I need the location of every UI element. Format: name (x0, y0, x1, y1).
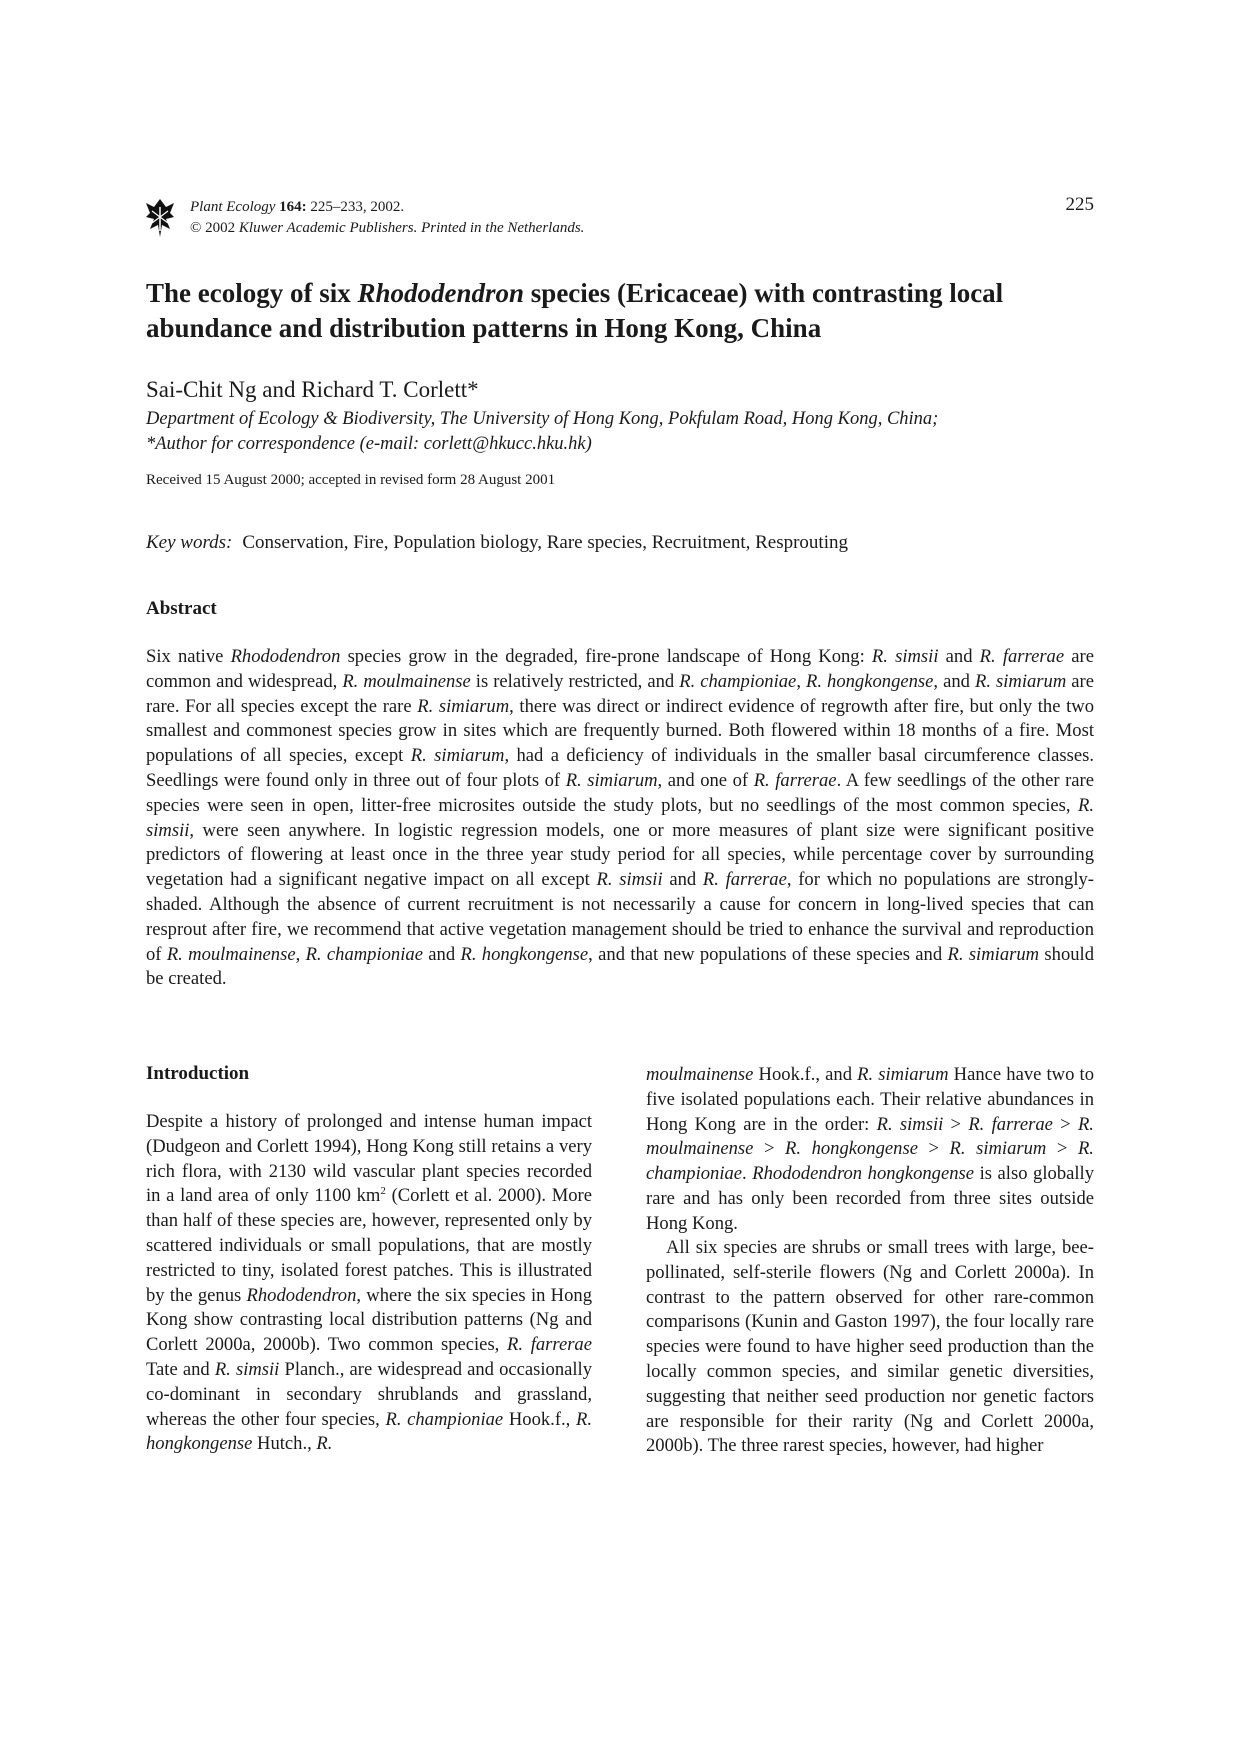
authors: Sai-Chit Ng and Richard T. Corlett* (146, 377, 479, 402)
journal-citation (190, 197, 584, 239)
journal-pages: 225–233, 2002. (306, 199, 405, 215)
correspondence-line: *Author for correspondence (e-mail: corlett@hkucc.hku.hk) (146, 434, 592, 454)
affiliation-line: Department of Ecology & Biodiversity, The University of Hong Kong, Pokfulam Road, Hong Kong, China; (146, 409, 939, 429)
article-title: The ecology of six Rhododendron species (Ericaceae) with contrasting local abundance and distribution patterns in Hong Kong, China (146, 278, 1004, 343)
received-dates: Received 15 August 2000; accepted in revised form 28 August 2001 (146, 472, 556, 488)
introduction-paragraph-1-end: moulmainense Hook.f., and R. simiarum Hance have two to five isolated populations each. Their relative abundances in Hong Kong are in the order: R. simsii > R. farrerae > R. moulmainense > R. hongkongense > R. simiarum > R. championiae. Rhododendron hongkongense is also globally rare and has only been recorded from three sites outside Hong Kong. (646, 1064, 1094, 1234)
journal-volume: 164: (279, 199, 307, 215)
copyright-prefix: © 2002 (190, 220, 239, 236)
introduction-paragraph-2: All six species are shrubs or small trees with large, bee-pollinated, self-sterile flowers (Ng and Corlett 2000a). In contrast to the pattern observed for other rare-common comparisons (Kunin and Gaston 1997), the four locally rare species were found to have higher seed production than the locally common species, and similar genetic diversities, suggesting that neither seed production nor genetic factors are responsible for their rarity (Ng and Corlett 2000a, 2000b). The three rarest species, however, had higher (646, 1237, 1094, 1457)
journal-name: Plant Ecology (190, 199, 276, 215)
page-number: 225 (1065, 194, 1094, 215)
keywords-text: Conservation, Fire, Population biology, Rare species, Recruitment, Resprouting (242, 532, 848, 553)
keywords (146, 532, 848, 554)
copyright-text: Kluwer Academic Publishers. Printed in the Netherlands. (238, 220, 585, 236)
introduction-heading: Introduction (146, 1063, 250, 1084)
introduction-paragraph-1-start: Despite a history of prolonged and intense human impact (Dudgeon and Corlett 1994), Hong Kong still retains a very rich flora, with 2130 wild vascular plant species recorded in a land area of only 1100 $km^2$ (Corlett et al. 2000). More than half of these species are, however, represented only by scattered individuals or small populations, that are mostly restricted to tiny, isolated forest patches. This is illustrated by the genus Rhododendron, where the six species in Hong Kong show contrasting local distribution patterns (Ng and Corlett 2000a, 2000b). Two common species, R. farrerae Tate and R. simsii Planch., are widespread and occasionally co-dominant in secondary shrublands and grassland, whereas the other four species, R. championiae Hook.f., R. hongkongense Hutch., R. (146, 1111, 593, 1455)
abstract-heading: Abstract (146, 598, 217, 619)
affiliation (146, 407, 1096, 457)
abstract-body: Six native Rhododendron species grow in the degraded, fire-prone landscape of Hong Kong: R. simsii and R. farrerae are common and widespread, R. moulmainense is relatively restricted, and R. championiae, R. hongkongense, and R. simiarum are rare. For all species except the rare R. simiarum, there was direct or indirect evidence of regrowth after fire, but only the two smallest and commonest species grow in sites which are frequently burned. Both flowered within 18 months of a fire. Most populations of all species, except R. simiarum, had a deficiency of individuals in the smaller basal circumference classes. Seedlings were found only in three out of four plots of R. simiarum, and one of R. farrerae. A few seedlings of the other rare species were seen in open, litter-free microsites outside the study plots, but no seedlings of the most common species, R. simsii, were seen anywhere. In logistic regression models, one or more measures of plant size were significant positive predictors of flowering at least once in the three year study period for all species, while percentage cover by surrounding vegetation had a significant negative impact on all except R. simsii and R. farrerae, for which no populations are strongly-shaded. Although the absence of current recruitment is not necessarily a cause for concern in long-lived species that can resprout after fire, we recommend that active vegetation management should be tried to enhance the survival and reproduction of R. moulmainense, R. championiae and R. hongkongense, and that new populations of these species and R. simiarum should be created. (146, 646, 1094, 990)
publisher-logo-icon (144, 197, 176, 239)
keywords-label: Key words: (146, 532, 233, 553)
